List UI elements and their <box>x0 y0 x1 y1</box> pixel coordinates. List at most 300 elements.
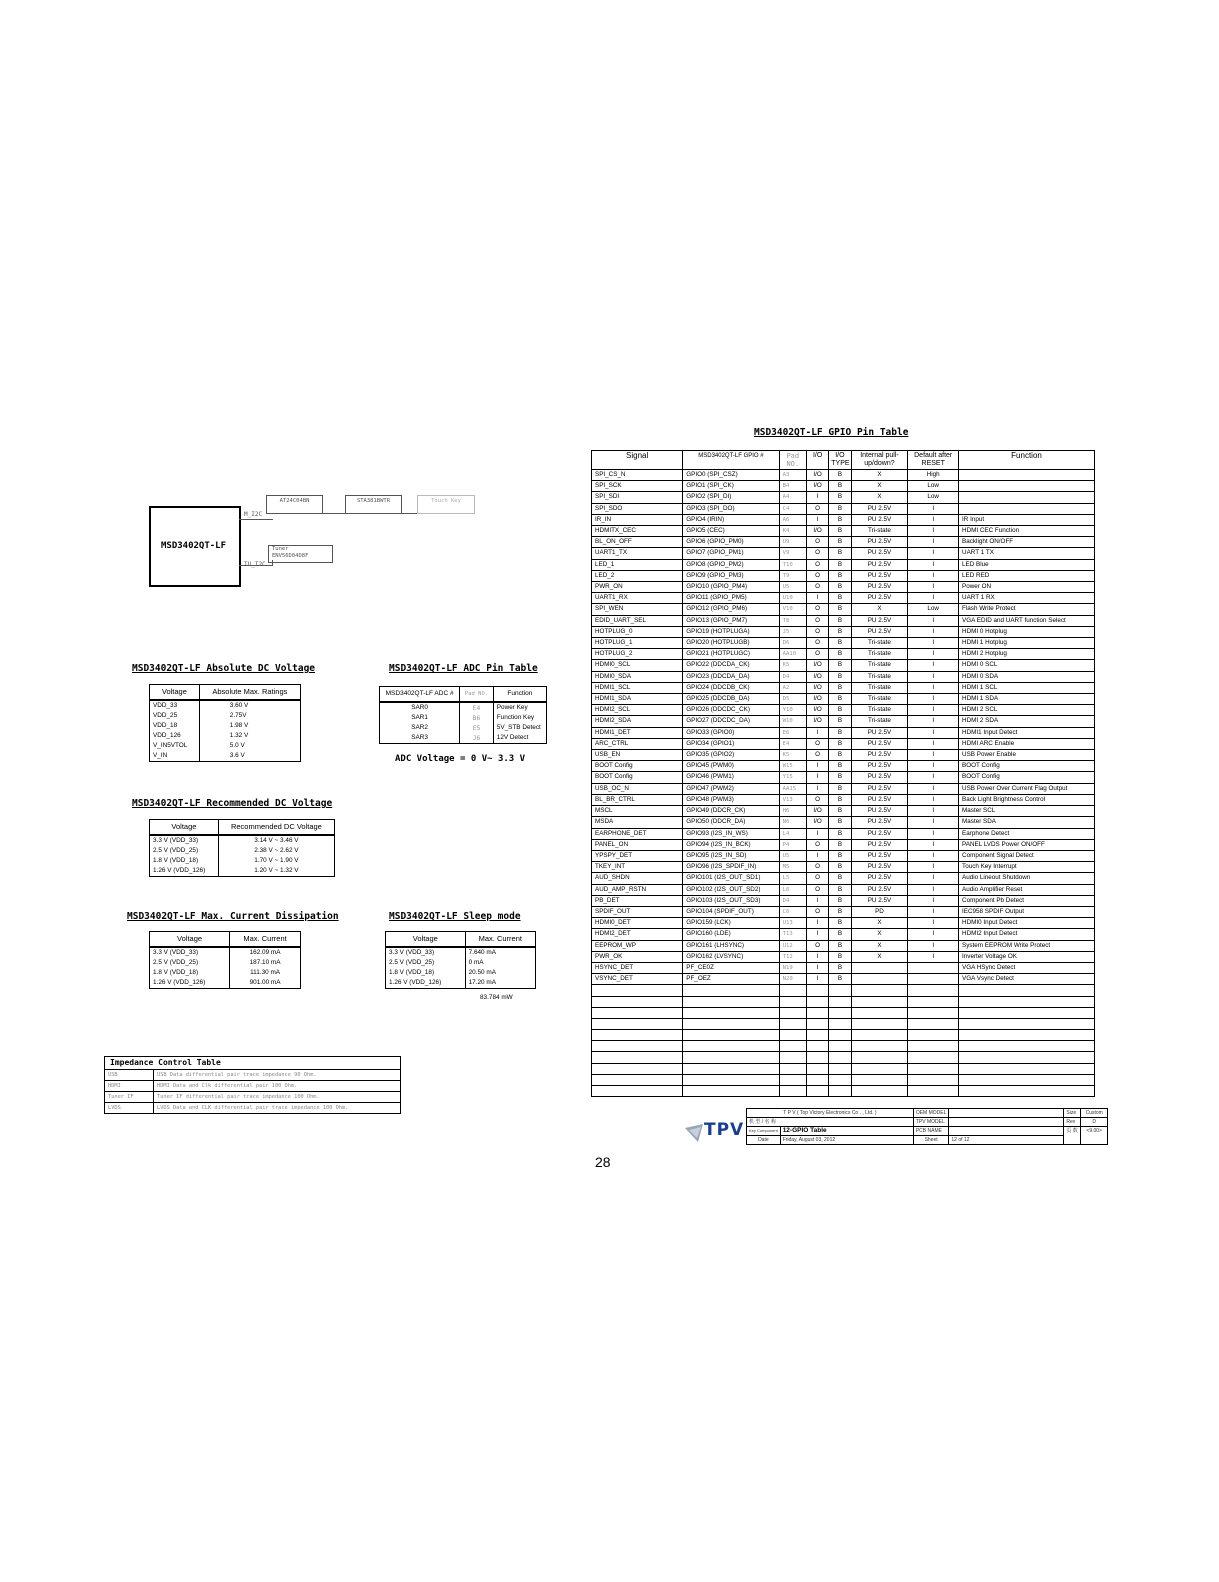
pages-label: 页 数 <box>1064 1127 1081 1145</box>
col-header: Voltage <box>386 932 466 948</box>
gpio-cell: MSDA <box>592 817 683 828</box>
gpio-cell: GPIO46 (PWM1) <box>683 772 779 783</box>
gpio-cell: I <box>908 738 959 749</box>
gpio-cell: GPIO96 (I2S_SPDIF_IN) <box>683 862 779 873</box>
gpio-cell <box>851 974 908 985</box>
date-label: Date <box>747 1136 781 1145</box>
gpio-cell: I <box>806 895 828 906</box>
cell: 20.50 mA <box>465 968 535 978</box>
table-row <box>150 968 301 978</box>
gpio-empty-row <box>592 996 1095 1007</box>
size-value: Custom <box>1081 1109 1108 1118</box>
gpio-cell <box>592 1063 683 1074</box>
gpio-cell: Component Pb Detect <box>959 895 1095 906</box>
gpio-cell: B <box>829 626 851 637</box>
gpio-cell: K5 <box>779 750 806 761</box>
cell: SAR0 <box>380 702 460 713</box>
gpio-row <box>592 503 1095 514</box>
gpio-cell: I/O <box>806 526 828 537</box>
gpio-cell: Touch Key Interrupt <box>959 862 1095 873</box>
gpio-cell <box>908 1018 959 1029</box>
gpio-cell <box>683 1018 779 1029</box>
gpio-cell: B <box>829 962 851 973</box>
gpio-cell: M5 <box>779 862 806 873</box>
cell: 1.8 V (VDD_18) <box>150 968 230 978</box>
gpio-cell: AA15 <box>779 783 806 794</box>
gpio-cell: System EEPROM Write Protect <box>959 940 1095 951</box>
gpio-cell: B <box>829 615 851 626</box>
gpio-cell: I/O <box>806 716 828 727</box>
gpio-cell <box>959 492 1095 503</box>
gpio-cell: GPIO24 (DDCDB_CK) <box>683 682 779 693</box>
tuner-label: Tuner <box>272 546 289 552</box>
gpio-row <box>592 470 1095 481</box>
gpio-cell: A4 <box>779 492 806 503</box>
gpio-cell: I/O <box>806 470 828 481</box>
gpio-cell: Flash Write Protect <box>959 604 1095 615</box>
gpio-cell <box>779 985 806 996</box>
gpio-cell: I <box>806 974 828 985</box>
gpio-cell: GPIO20 (HOTPLUGB) <box>683 638 779 649</box>
sleep-title: MSD3402QT-LF Sleep mode <box>389 911 521 922</box>
gpio-cell: I <box>806 593 828 604</box>
table-row <box>105 1092 401 1103</box>
gpio-cell: O <box>806 615 828 626</box>
gpio-cell: B <box>829 873 851 884</box>
gpio-cell: O <box>806 649 828 660</box>
gpio-cell: Tri-state <box>851 638 908 649</box>
gpio-cell: D6 <box>779 638 806 649</box>
oem-model-label: OEM MODEL <box>913 1109 949 1118</box>
cell: VDD_18 <box>150 721 200 731</box>
gpio-cell: T12 <box>779 951 806 962</box>
gpio-cell: B <box>829 503 851 514</box>
gpio-cell: PF_CE0Z <box>683 962 779 973</box>
cell: 1.70 V ~ 1.90 V <box>218 856 334 866</box>
gpio-cell: GPIO48 (PWM3) <box>683 794 779 805</box>
gpio-cell: Tri-state <box>851 694 908 705</box>
gpio-cell: U13 <box>779 918 806 929</box>
gpio-cell: I <box>806 492 828 503</box>
rev-label: Rev <box>1064 1118 1081 1127</box>
gpio-cell: B <box>829 716 851 727</box>
gpio-cell: PU 2.5V <box>851 817 908 828</box>
gpio-cell: K5 <box>779 660 806 671</box>
gpio-cell <box>829 1030 851 1041</box>
gpio-cell <box>851 1063 908 1074</box>
gpio-row <box>592 794 1095 805</box>
gpio-cell <box>683 1030 779 1041</box>
rec-dc-title: MSD3402QT-LF Recommended DC Voltage <box>132 798 333 809</box>
cell: Function Key <box>493 713 546 723</box>
gpio-cell <box>959 985 1095 996</box>
gpio-cell <box>779 1018 806 1029</box>
gpio-cell: BOOT Config <box>959 772 1095 783</box>
cell: SAR3 <box>380 733 460 744</box>
gpio-cell: GPIO160 (LDE) <box>683 929 779 940</box>
gpio-row <box>592 705 1095 716</box>
pages-value: <9.00> <box>1081 1127 1108 1145</box>
gpio-cell: YPSPY_DET <box>592 850 683 861</box>
table-row <box>150 721 301 731</box>
gpio-cell: GPIO104 (SPDIF_OUT) <box>683 906 779 917</box>
gpio-cell: V10 <box>779 604 806 615</box>
gpio-cell: AA10 <box>779 649 806 660</box>
gpio-cell: SPI_CS_N <box>592 470 683 481</box>
max-current-title: MSD3402QT-LF Max. Current Dissipation <box>127 911 339 922</box>
gpio-empty-row <box>592 1030 1095 1041</box>
gpio-cell: B <box>829 738 851 749</box>
gpio-cell: GPIO33 (GPIO0) <box>683 727 779 738</box>
gpio-cell: U12 <box>779 940 806 951</box>
abs-dc-title: MSD3402QT-LF Absolute DC Voltage <box>132 663 316 674</box>
cell: J6 <box>460 733 494 744</box>
cell: 2.75V <box>199 711 300 721</box>
gpio-empty-row <box>592 1074 1095 1085</box>
pcb-name-label: PCB NAME <box>913 1127 949 1136</box>
gpio-cell: HDMI0_SCL <box>592 660 683 671</box>
gpio-cell: I <box>806 828 828 839</box>
gpio-cell: HDMI 0 SDA <box>959 671 1095 682</box>
gpio-empty-row <box>592 1086 1095 1097</box>
gpio-row <box>592 772 1095 783</box>
cell: 111.30 mA <box>230 968 301 978</box>
gpio-cell: O <box>806 638 828 649</box>
col-header: I/O TYPE <box>829 451 851 470</box>
gpio-cell: E6 <box>779 727 806 738</box>
cell: 187.10 mA <box>230 958 301 968</box>
gpio-cell: HOTPLUG_0 <box>592 626 683 637</box>
gpio-cell: HDMI0_DET <box>592 918 683 929</box>
gpio-cell: GPIO9 (GPIO_PM3) <box>683 570 779 581</box>
gpio-cell <box>829 1007 851 1018</box>
gpio-cell: GPIO102 (I2S_OUT_SD2) <box>683 884 779 895</box>
gpio-cell: PD <box>851 906 908 917</box>
gpio-cell: Back Light Brightness Control <box>959 794 1095 805</box>
gpio-cell: SPDIF_OUT <box>592 906 683 917</box>
gpio-cell: USB_EN <box>592 750 683 761</box>
gpio-cell: B <box>829 649 851 660</box>
gpio-cell: U10 <box>779 593 806 604</box>
gpio-cell: I <box>908 503 959 514</box>
gpio-cell: B <box>829 940 851 951</box>
adc-table <box>379 686 547 744</box>
gpio-cell: N19 <box>779 962 806 973</box>
gpio-cell: U5 <box>779 850 806 861</box>
gpio-cell <box>779 1052 806 1063</box>
gpio-cell: GPIO0 (SPI_CSZ) <box>683 470 779 481</box>
gpio-row <box>592 537 1095 548</box>
gpio-cell: HDMI2_DET <box>592 929 683 940</box>
gpio-cell: I <box>908 918 959 929</box>
cell: 3.3 V (VDD_33) <box>150 835 219 846</box>
gpio-cell: I/O <box>806 806 828 817</box>
gpio-cell: Tri-state <box>851 682 908 693</box>
gpio-cell: PU 2.5V <box>851 570 908 581</box>
cell: 3.60 V <box>199 700 300 711</box>
gpio-cell: USB_OC_N <box>592 783 683 794</box>
gpio-cell: B <box>829 828 851 839</box>
cell: 1.32 V <box>199 731 300 741</box>
gpio-cell: B <box>829 750 851 761</box>
gpio-cell: B <box>829 537 851 548</box>
gpio-cell: PF_OEZ <box>683 974 779 985</box>
gpio-cell: USB Power Enable <box>959 750 1095 761</box>
gpio-cell: EARPHONE_DET <box>592 828 683 839</box>
gpio-cell: I <box>908 649 959 660</box>
gpio-row <box>592 862 1095 873</box>
cell: 3.3 V (VDD_33) <box>150 947 230 958</box>
gpio-cell <box>908 1007 959 1018</box>
gpio-cell: O <box>806 570 828 581</box>
gpio-cell: Low <box>908 492 959 503</box>
gpio-cell <box>806 1018 828 1029</box>
cell: 7.640 mA <box>465 947 535 958</box>
tpv-model-label: TPV MODEL <box>913 1118 949 1127</box>
gpio-cell: I <box>908 727 959 738</box>
gpio-cell: B4 <box>779 481 806 492</box>
cell: 2.5 V (VDD_25) <box>386 958 466 968</box>
gpio-cell: I <box>806 962 828 973</box>
gpio-cell: O <box>806 537 828 548</box>
gpio-cell: HDMI2 Input Detect <box>959 929 1095 940</box>
gpio-cell: I/O <box>806 481 828 492</box>
gpio-cell: I <box>908 514 959 525</box>
cell: 901.00 mA <box>230 978 301 989</box>
gpio-cell <box>908 974 959 985</box>
gpio-cell: PU 2.5V <box>851 503 908 514</box>
gpio-cell: B <box>829 604 851 615</box>
gpio-cell <box>779 1041 806 1052</box>
gpio-cell: HDMI 1 SCL <box>959 682 1095 693</box>
col-header: Function <box>959 451 1095 470</box>
gpio-cell: GPIO34 (GPIO1) <box>683 738 779 749</box>
gpio-cell <box>959 1041 1095 1052</box>
rev-value: D <box>1081 1118 1108 1127</box>
gpio-cell: B <box>829 974 851 985</box>
gpio-cell <box>806 1030 828 1041</box>
m-i2c-label: M_I2C <box>244 511 263 518</box>
gpio-cell: PWR_ON <box>592 582 683 593</box>
impedance-title: Impedance Control Table <box>110 1058 221 1067</box>
title-block <box>746 1108 1108 1145</box>
gpio-cell: I <box>908 626 959 637</box>
gpio-cell: I <box>908 761 959 772</box>
table-row <box>105 1103 401 1114</box>
gpio-cell: GPIO94 (I2S_IN_BCK) <box>683 839 779 850</box>
table-row <box>380 733 547 744</box>
audio-amp-label: STA381BWTR <box>356 498 391 504</box>
gpio-row <box>592 660 1095 671</box>
gpio-cell: P4 <box>779 839 806 850</box>
gpio-cell <box>779 1074 806 1085</box>
gpio-cell: GPIO5 (CEC) <box>683 526 779 537</box>
gpio-row <box>592 626 1095 637</box>
gpio-cell: B <box>829 671 851 682</box>
gpio-cell <box>959 1074 1095 1085</box>
gpio-cell: IR Input <box>959 514 1095 525</box>
tpv-model-value <box>949 1118 1064 1127</box>
model-name-label: 机 型 / 名 称 <box>747 1118 914 1127</box>
gpio-cell: HDMI 0 Hotplug <box>959 626 1095 637</box>
company-name: T P V ( Top Victory Electronics Co . , Ltd. ) <box>747 1109 914 1118</box>
gpio-cell: B <box>829 783 851 794</box>
gpio-cell <box>683 985 779 996</box>
table-row <box>150 846 335 856</box>
gpio-cell: I <box>908 951 959 962</box>
gpio-cell: Tri-state <box>851 649 908 660</box>
gpio-cell: GPIO162 (LVSYNC) <box>683 951 779 962</box>
cell: 0 mA <box>465 958 535 968</box>
cell: 2.38 V ~ 2.62 V <box>218 846 334 856</box>
tu-i2c-label: TU_I2C <box>244 561 266 568</box>
cell: E4 <box>460 702 494 713</box>
col-header: Pad NO. <box>779 451 806 470</box>
table-row <box>150 978 301 989</box>
gpio-cell: U9 <box>779 537 806 548</box>
gpio-cell: X <box>851 604 908 615</box>
gpio-cell: D4 <box>779 671 806 682</box>
col-header: Max. Current <box>230 932 301 948</box>
gpio-cell: GPIO47 (PWM2) <box>683 783 779 794</box>
gpio-cell: PU 2.5V <box>851 895 908 906</box>
cell: HDMI <box>105 1081 154 1092</box>
gpio-cell: LED_1 <box>592 559 683 570</box>
gpio-cell: O <box>806 940 828 951</box>
gpio-cell: O <box>806 873 828 884</box>
gpio-cell: Low <box>908 481 959 492</box>
gpio-cell: X <box>851 940 908 951</box>
gpio-row <box>592 671 1095 682</box>
gpio-cell: Tri-state <box>851 526 908 537</box>
gpio-cell: GPIO161 (LHSYNC) <box>683 940 779 951</box>
abs-dc-table <box>149 684 301 762</box>
gpio-cell <box>592 1086 683 1097</box>
gpio-cell: GPIO4 (IRIN) <box>683 514 779 525</box>
gpio-cell <box>683 1063 779 1074</box>
gpio-cell: PU 2.5V <box>851 727 908 738</box>
cell: 2.5 V (VDD_25) <box>150 846 219 856</box>
col-header: MSD3402QT-LF ADC # <box>380 687 460 703</box>
gpio-cell: I <box>908 839 959 850</box>
gpio-cell: GPIO25 (DDCDB_DA) <box>683 694 779 705</box>
gpio-cell: I <box>908 694 959 705</box>
gpio-cell: L5 <box>779 873 806 884</box>
gpio-cell <box>806 1007 828 1018</box>
gpio-cell: I <box>806 850 828 861</box>
table-row <box>747 1109 1108 1118</box>
cell: 3.14 V ~ 3.46 V <box>218 835 334 846</box>
gpio-cell <box>851 1052 908 1063</box>
gpio-cell <box>592 1074 683 1085</box>
touch-key-box <box>417 495 475 514</box>
gpio-cell: D4 <box>779 895 806 906</box>
sheet-label: Sheet <box>913 1136 949 1145</box>
gpio-row <box>592 582 1095 593</box>
cell: LVDS Data and CLK differential pair trace impedance 100 Ohm. <box>154 1103 401 1114</box>
gpio-cell: B <box>829 470 851 481</box>
gpio-cell: BL_ON_OFF <box>592 537 683 548</box>
gpio-cell: O <box>806 906 828 917</box>
pcb-name-value <box>949 1127 1064 1136</box>
gpio-row <box>592 570 1095 581</box>
cell: 1.26 V (VDD_126) <box>150 978 230 989</box>
gpio-cell: T10 <box>779 559 806 570</box>
gpio-cell: Component Signal Detect <box>959 850 1095 861</box>
gpio-cell: GPIO95 (I2S_IN_SD) <box>683 850 779 861</box>
gpio-cell: GPIO7 (GPIO_PM1) <box>683 548 779 559</box>
gpio-cell: B <box>829 705 851 716</box>
gpio-cell <box>959 996 1095 1007</box>
gpio-cell: V9 <box>779 548 806 559</box>
gpio-cell: T9 <box>779 570 806 581</box>
gpio-cell: B <box>829 772 851 783</box>
gpio-cell <box>829 1063 851 1074</box>
gpio-cell: X <box>851 951 908 962</box>
gpio-cell: B <box>829 548 851 559</box>
gpio-cell <box>779 1007 806 1018</box>
gpio-cell: LED Blue <box>959 559 1095 570</box>
gpio-cell <box>959 1030 1095 1041</box>
cell: E5 <box>460 723 494 733</box>
gpio-cell: Y10 <box>779 705 806 716</box>
gpio-row <box>592 682 1095 693</box>
gpio-cell: HOTPLUG_1 <box>592 638 683 649</box>
gpio-cell: HDMI CEC Function <box>959 526 1095 537</box>
cell: 5.0 V <box>199 741 300 751</box>
eeprom-label: AT24C04BN <box>279 498 310 504</box>
gpio-cell: HDMI1_SCL <box>592 682 683 693</box>
gpio-cell: PU 2.5V <box>851 850 908 861</box>
gpio-cell: GPIO2 (SPI_DI) <box>683 492 779 503</box>
gpio-cell: I <box>908 828 959 839</box>
gpio-cell: GPIO93 (I2S_IN_WS) <box>683 828 779 839</box>
gpio-cell <box>829 1052 851 1063</box>
gpio-cell: B <box>829 918 851 929</box>
gpio-cell: HDMITX_CEC <box>592 526 683 537</box>
gpio-cell: PU 2.5V <box>851 884 908 895</box>
col-header: MSD3402QT-LF GPIO # <box>683 451 779 470</box>
gpio-cell <box>592 1041 683 1052</box>
gpio-table <box>591 450 1095 1097</box>
gpio-cell: PU 2.5V <box>851 772 908 783</box>
cell: 1.20 V ~ 1.32 V <box>218 866 334 877</box>
table-row <box>105 1081 401 1092</box>
gpio-cell: PU 2.5V <box>851 761 908 772</box>
gpio-row <box>592 884 1095 895</box>
oem-model-value <box>949 1109 1064 1118</box>
gpio-cell <box>806 1052 828 1063</box>
gpio-cell <box>959 1063 1095 1074</box>
gpio-cell: VGA Vsync Detect <box>959 974 1095 985</box>
gpio-cell: LED RED <box>959 570 1095 581</box>
gpio-cell: X <box>851 481 908 492</box>
gpio-cell <box>806 1086 828 1097</box>
gpio-empty-row <box>592 1063 1095 1074</box>
gpio-cell: B <box>829 593 851 604</box>
gpio-cell: B <box>829 694 851 705</box>
gpio-cell: I <box>806 514 828 525</box>
cell: 1.8 V (VDD_18) <box>150 856 219 866</box>
cell: 1.8 V (VDD_18) <box>386 968 466 978</box>
gpio-cell <box>683 1074 779 1085</box>
gpio-cell: O <box>806 884 828 895</box>
gpio-row <box>592 895 1095 906</box>
table-row <box>747 1118 1108 1127</box>
gpio-cell: SPI_WEN <box>592 604 683 615</box>
gpio-cell: I <box>908 850 959 861</box>
gpio-row <box>592 492 1095 503</box>
